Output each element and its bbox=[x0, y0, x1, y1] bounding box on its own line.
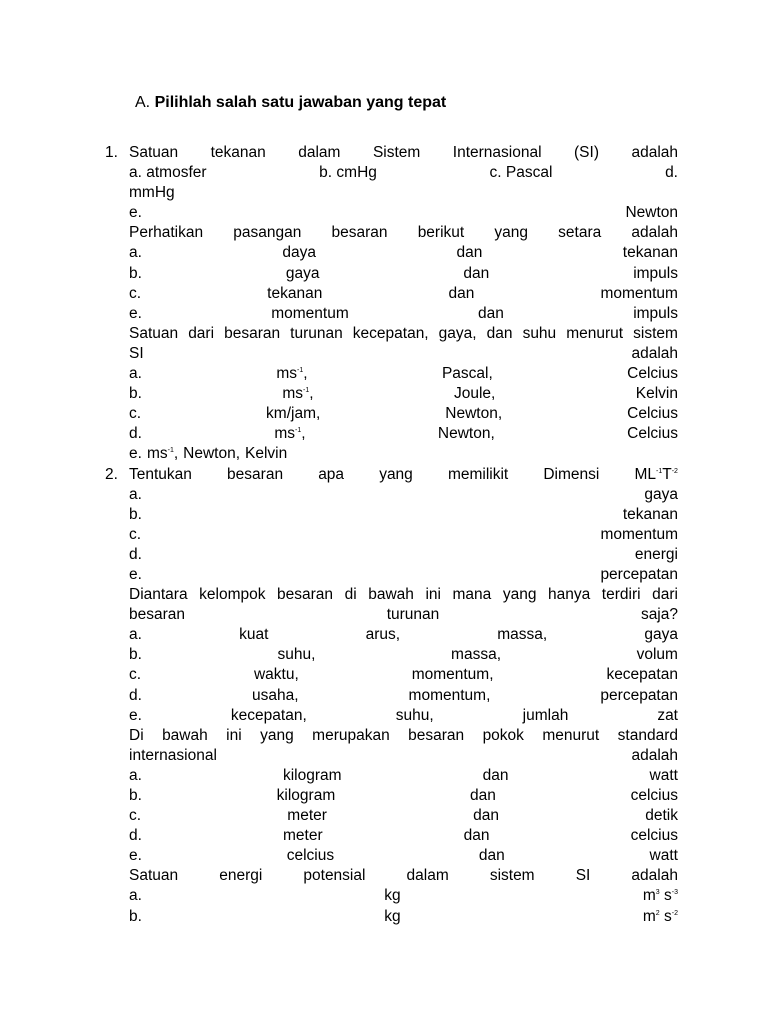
word: Tentukan bbox=[129, 465, 192, 483]
word: Di bbox=[129, 726, 144, 744]
word: d. bbox=[129, 425, 142, 443]
word: $ms^{-1}$, bbox=[282, 385, 314, 403]
text-line bbox=[0, 746, 678, 766]
word: Satuan bbox=[129, 867, 179, 885]
word: besaran bbox=[277, 586, 334, 604]
word: (SI) bbox=[574, 144, 599, 161]
word: merupakan bbox=[312, 726, 390, 744]
word: adalah bbox=[631, 867, 678, 885]
word: yang bbox=[379, 465, 413, 483]
word: dari bbox=[652, 586, 678, 604]
text-line bbox=[0, 243, 678, 263]
text-line bbox=[0, 726, 678, 746]
word: adalah bbox=[631, 746, 678, 764]
word: tekanan bbox=[267, 284, 323, 302]
word: di bbox=[344, 586, 357, 604]
word: a. bbox=[129, 365, 142, 383]
word: SI bbox=[129, 344, 144, 362]
word: b. bbox=[129, 787, 142, 804]
word: $ML^{-1}T^{-2}$ bbox=[634, 465, 678, 483]
word: jumlah bbox=[522, 706, 569, 724]
word: a. bbox=[129, 766, 142, 784]
word: $ms^{-1}$, bbox=[146, 445, 179, 463]
word: besaran bbox=[224, 324, 281, 342]
word: zat bbox=[657, 706, 678, 724]
word: saja? bbox=[640, 606, 678, 624]
word: gaya, bbox=[438, 324, 477, 342]
word: gaya bbox=[285, 264, 320, 282]
text-line bbox=[0, 686, 678, 706]
word: setara bbox=[558, 224, 602, 242]
word: e. bbox=[129, 445, 142, 463]
text-line bbox=[0, 886, 678, 906]
word: celcius bbox=[286, 847, 335, 865]
text-line bbox=[0, 525, 678, 545]
word: dan bbox=[482, 766, 509, 784]
word: Newton, bbox=[445, 405, 503, 423]
word: sistem bbox=[633, 324, 678, 342]
word: b. cmHg bbox=[319, 164, 377, 182]
text-line bbox=[0, 706, 678, 726]
text-line bbox=[0, 605, 678, 625]
word: a. bbox=[129, 887, 142, 905]
word: turunan bbox=[386, 606, 440, 624]
word: yang bbox=[260, 726, 294, 744]
word: gaya bbox=[644, 626, 678, 644]
text-line bbox=[0, 846, 678, 866]
section-letter: A. bbox=[135, 94, 151, 111]
text-line bbox=[0, 465, 678, 485]
word: Newton bbox=[625, 204, 678, 222]
word: bawah bbox=[368, 586, 414, 604]
word: tekanan bbox=[210, 144, 266, 161]
word: a. bbox=[129, 626, 142, 644]
word: dan bbox=[463, 264, 490, 282]
word: besaran bbox=[129, 606, 186, 624]
word: dari bbox=[188, 324, 215, 342]
word: tekanan bbox=[622, 505, 678, 523]
word: Celcius bbox=[627, 405, 678, 423]
word: watt bbox=[649, 847, 678, 865]
word: $m^3$ $s^{-3}$ bbox=[642, 887, 678, 905]
word: Dimensi bbox=[543, 465, 600, 483]
word: dan bbox=[448, 284, 475, 302]
word: c. bbox=[129, 525, 142, 543]
word: energi bbox=[219, 867, 263, 885]
word: Sistem bbox=[372, 144, 421, 161]
text-line bbox=[0, 565, 678, 585]
word: dan bbox=[478, 847, 505, 865]
word: km/jam, bbox=[266, 405, 321, 423]
word: b. bbox=[129, 907, 142, 925]
word: SI bbox=[575, 867, 591, 885]
word: Satuan bbox=[129, 144, 179, 161]
word: terdiri bbox=[601, 586, 641, 604]
word: momentum bbox=[600, 284, 678, 302]
word: Kelvin bbox=[635, 385, 678, 403]
word: meter bbox=[282, 827, 323, 845]
word: bawah bbox=[162, 726, 208, 744]
text-line bbox=[0, 585, 678, 605]
word: kecepatan, bbox=[230, 706, 307, 724]
word: Newton, bbox=[437, 425, 495, 443]
word: massa, bbox=[451, 646, 502, 664]
word: Pascal, bbox=[441, 365, 493, 383]
word: dan bbox=[456, 244, 483, 262]
text-line bbox=[0, 384, 678, 404]
word: kecepatan bbox=[606, 666, 678, 684]
word: momentum bbox=[271, 304, 349, 322]
word: internasional bbox=[129, 746, 217, 764]
word: Satuan bbox=[129, 324, 179, 342]
word: kilogram bbox=[282, 766, 342, 784]
word: d. bbox=[129, 827, 142, 845]
text-line bbox=[0, 364, 678, 384]
text-line bbox=[0, 444, 678, 464]
word: Internasional bbox=[452, 144, 542, 161]
word: suhu bbox=[522, 324, 557, 342]
question-number: 2. bbox=[105, 465, 118, 483]
word: energi bbox=[634, 545, 678, 563]
text-line bbox=[0, 143, 678, 163]
word: pokok bbox=[482, 726, 524, 744]
word: suhu, bbox=[277, 646, 316, 664]
word: dan bbox=[469, 787, 496, 804]
text-line bbox=[0, 645, 678, 665]
word: yang bbox=[502, 586, 537, 604]
word: d. bbox=[129, 686, 142, 704]
word: ini bbox=[425, 586, 441, 604]
word: besaran bbox=[408, 726, 465, 744]
text-line bbox=[0, 304, 678, 324]
word: kilogram bbox=[276, 787, 336, 804]
word: daya bbox=[282, 244, 317, 262]
word: memilikit bbox=[447, 465, 509, 483]
word: adalah bbox=[631, 224, 678, 242]
word: c. bbox=[129, 284, 142, 302]
word: momentum, bbox=[411, 666, 494, 684]
word: menurut bbox=[566, 324, 624, 342]
text-line bbox=[0, 324, 678, 344]
word: tekanan bbox=[622, 244, 678, 262]
word: Kelvin bbox=[245, 445, 288, 463]
word: a. bbox=[129, 485, 142, 503]
word: dan bbox=[463, 827, 490, 845]
text-line bbox=[0, 485, 678, 505]
word: c. Pascal bbox=[489, 164, 553, 182]
word: kuat bbox=[239, 626, 269, 644]
word: celcius bbox=[630, 827, 678, 845]
word: e. bbox=[129, 847, 142, 865]
word: besaran bbox=[331, 224, 388, 242]
section-title: Pilihlah salah satu jawaban yang tepat bbox=[154, 94, 447, 111]
word: ini bbox=[226, 726, 242, 744]
word: arus, bbox=[365, 626, 401, 644]
word: Perhatikan bbox=[129, 224, 204, 242]
word: a. atmosfer bbox=[129, 164, 207, 182]
word: apa bbox=[318, 465, 345, 483]
word: dan bbox=[486, 324, 513, 342]
word: potensial bbox=[303, 867, 366, 885]
word: waktu, bbox=[253, 666, 299, 684]
word: volum bbox=[636, 646, 678, 664]
word: c. bbox=[129, 807, 142, 825]
word: besaran bbox=[227, 465, 284, 483]
word: dalam bbox=[298, 144, 341, 161]
word: kecepatan, bbox=[352, 324, 429, 342]
word: momentum bbox=[600, 525, 678, 543]
word: suhu, bbox=[395, 706, 434, 724]
word: meter bbox=[287, 807, 327, 825]
word: c. bbox=[129, 405, 142, 423]
word: e. bbox=[129, 204, 142, 222]
word: gaya bbox=[644, 485, 678, 503]
word: $ms^{-1}$, bbox=[276, 365, 308, 383]
word: menurut bbox=[542, 726, 600, 744]
section-heading bbox=[135, 93, 446, 113]
word: pasangan bbox=[233, 224, 302, 242]
word: kelompok bbox=[199, 586, 266, 604]
word: e. bbox=[129, 565, 142, 583]
word: yang bbox=[494, 224, 528, 242]
text-line bbox=[0, 866, 678, 886]
word: massa, bbox=[497, 626, 548, 644]
word: Celcius bbox=[627, 425, 678, 443]
text-line bbox=[0, 284, 678, 304]
word: watt bbox=[649, 766, 678, 784]
word: e. bbox=[129, 304, 142, 322]
word: b. bbox=[129, 505, 142, 523]
word: Joule, bbox=[453, 385, 496, 403]
text-line bbox=[0, 163, 678, 183]
word: detik bbox=[645, 807, 678, 825]
question-number: 1. bbox=[105, 144, 118, 161]
text-line bbox=[0, 404, 678, 424]
word: turunan bbox=[290, 324, 343, 342]
text-line bbox=[0, 786, 678, 806]
word: impuls bbox=[633, 264, 678, 282]
word: mana bbox=[452, 586, 492, 604]
word: usaha, bbox=[251, 686, 299, 704]
word: e. bbox=[129, 706, 142, 724]
word: Celcius bbox=[627, 365, 678, 383]
word: d. bbox=[129, 545, 142, 563]
word: Diantara bbox=[129, 586, 188, 604]
word: $ms^{-1}$, bbox=[274, 425, 306, 443]
text-line bbox=[0, 203, 678, 223]
word: b. bbox=[129, 646, 142, 664]
text-line bbox=[0, 766, 678, 786]
word: percepatan bbox=[600, 565, 678, 583]
text-line bbox=[0, 264, 678, 284]
word: d. bbox=[665, 164, 678, 182]
word: c. bbox=[129, 666, 142, 684]
word: sistem bbox=[489, 867, 535, 885]
word: b. bbox=[129, 385, 142, 403]
text-line bbox=[0, 907, 678, 927]
word: standard bbox=[617, 726, 678, 744]
text-line bbox=[0, 826, 678, 846]
text-line bbox=[0, 806, 678, 826]
word: celcius bbox=[630, 787, 678, 804]
word: adalah bbox=[631, 344, 678, 362]
text-line bbox=[0, 625, 678, 645]
text-line bbox=[0, 223, 678, 243]
question-list bbox=[0, 143, 768, 927]
word: momentum, bbox=[408, 686, 491, 704]
text-line bbox=[0, 505, 678, 525]
word: a. bbox=[129, 244, 142, 262]
text-line bbox=[0, 545, 678, 565]
word: berikut bbox=[417, 224, 465, 242]
word: b. bbox=[129, 264, 142, 282]
text-line bbox=[0, 665, 678, 685]
word: mmHg bbox=[129, 184, 175, 202]
word: kg bbox=[384, 887, 401, 905]
word: dan bbox=[473, 807, 499, 825]
text-line bbox=[0, 344, 678, 364]
text-line bbox=[0, 183, 678, 203]
word: dalam bbox=[406, 867, 449, 885]
word: $m^2$ $s^{-2}$ bbox=[642, 907, 678, 925]
word: kg bbox=[384, 907, 401, 925]
text-line bbox=[0, 424, 678, 444]
word: dan bbox=[478, 304, 504, 322]
word: impuls bbox=[633, 304, 678, 322]
word: hanya bbox=[548, 586, 591, 604]
word: Newton, bbox=[183, 445, 241, 463]
word: adalah bbox=[631, 144, 678, 161]
word: percepatan bbox=[600, 686, 678, 704]
